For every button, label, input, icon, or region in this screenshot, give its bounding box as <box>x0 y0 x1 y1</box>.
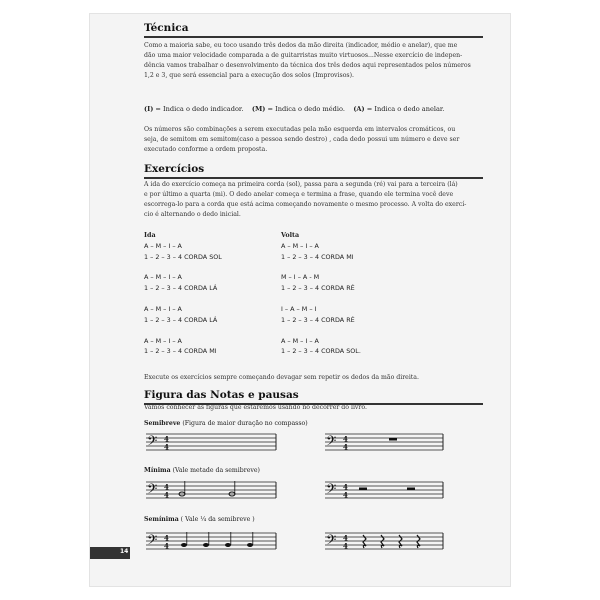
time-signature-top: 4 <box>164 434 169 444</box>
svg-text:4: 4 <box>343 533 348 543</box>
quarter-note-icon <box>181 532 187 547</box>
semibreve-rest-staff <box>323 430 447 456</box>
bass-clef-icon: 𝄢 <box>147 532 158 551</box>
seminima-label: Semínima ( Vale ¼ da semibreve ) <box>144 516 255 523</box>
svg-text:4: 4 <box>343 541 348 551</box>
half-rest-icon <box>407 488 415 491</box>
section-title-tecnica: Técnica <box>144 22 189 34</box>
seminima-note-staff <box>144 529 279 555</box>
bass-clef-icon: 𝄢 <box>326 433 337 452</box>
semibreve-note-staff <box>144 430 279 456</box>
tecnica-paragraph-2: Os números são combinações a serem executadas pela mão esquerda em intervalos cromáticos, ou seja, de semitom em semitom(caso a pessoa sendo destro) , cada dedo possui um número e deve ser executado conforme a ordem proposta. <box>144 126 460 153</box>
semibreve-label: Semibreve (Figura de maior duração no compasso) <box>144 420 308 427</box>
page-number: 14 <box>120 548 129 555</box>
bass-clef-icon: 𝄢 <box>147 481 158 500</box>
ida-column <box>144 230 222 367</box>
finger-legend: (I) = Indica o dedo indicador. (M) = Indica o dedo médio. (A) = Indica o dedo anelar. <box>144 105 445 113</box>
minima-note-staff <box>144 478 279 504</box>
section-rule <box>144 177 483 179</box>
quarter-note-icon <box>203 532 209 547</box>
quarter-note-icon <box>225 532 231 547</box>
svg-text:4: 4 <box>343 490 348 500</box>
exercise-item: A – M – I – A 1 – 2 – 3 – 4 CORDA MI <box>281 241 354 261</box>
svg-text:4: 4 <box>343 442 348 452</box>
svg-text:4: 4 <box>164 482 169 492</box>
bass-clef-icon: 𝄢 <box>326 532 337 551</box>
half-rest-icon <box>359 488 367 491</box>
bass-clef-icon: 𝄢 <box>147 433 158 452</box>
bass-clef-icon: 𝄢 <box>326 481 337 500</box>
exercicios-paragraph: A ida do exercício começa na primeira corda (sol), passa para a segunda (ré) vai para a terceira (lá) e por último a quarta (mi). O dedo anelar começa e termina a frase, quando ele termina você deve escorrega-lo para a corda que está acima começando novamente o mesmo processo. A volta do exercí- cio é alternando o dedo inicial. <box>144 181 467 218</box>
section-rule <box>144 36 483 38</box>
volta-column <box>281 230 361 367</box>
svg-text:4: 4 <box>164 490 169 500</box>
svg-text:4: 4 <box>164 541 169 551</box>
section-title-exercicios: Exercícios <box>144 163 205 175</box>
svg-text:4: 4 <box>343 482 348 492</box>
exercise-item: I – A – M – I 1 – 2 – 3 – 4 CORDA RÉ <box>281 304 355 324</box>
exercise-item: M – I – A - M 1 – 2 – 3 – 4 CORDA RÉ <box>281 273 355 293</box>
ida-header: Ida <box>144 231 156 239</box>
svg-text:4: 4 <box>343 434 348 444</box>
figuras-intro: Vamos conhecer as figuras que estaremos usando no decorrer do livro. <box>144 404 367 411</box>
exercise-item: A – M – I – A 1 – 2 – 3 – 4 CORDA LÁ <box>144 273 218 293</box>
svg-text:4: 4 <box>164 533 169 543</box>
time-signature-bottom: 4 <box>164 442 169 452</box>
quarter-note-icon <box>247 532 253 547</box>
exercise-item: A – M – I – A 1 – 2 – 3 – 4 CORDA SOL. <box>281 336 361 356</box>
minima-rest-staff <box>323 478 447 504</box>
minima-label: Mínima (Vale metade da semibreve) <box>144 467 260 474</box>
exercise-item: A – M – I – A 1 – 2 – 3 – 4 CORDA MI <box>144 336 217 356</box>
section-title-figuras: Figura das Notas e pausas <box>144 389 299 401</box>
exercise-item: A – M – I – A 1 – 2 – 3 – 4 CORDA LÁ <box>144 304 218 324</box>
volta-header: Volta <box>281 231 300 239</box>
tecnica-paragraph: Como a maioria sabe, eu toco usando três dedos da mão direita (indicador, médio e anelar), que me dão uma maior velocidade comparada a de guitarristas muito virtuosos...Nesse exercício de indepen- dência vamos trabalhar o desenvolvimento da técnica dos três dedos aqui representados pelos números 1,2 e 3, que será essencial para a execução dos solos (Improvisos). <box>144 42 471 79</box>
whole-rest-icon <box>389 438 397 441</box>
exercicios-closing: Execute os exercícios sempre começando devagar sem repetir os dedos da mão direita. <box>144 374 419 381</box>
exercise-item: A – M – I – A 1 – 2 – 3 – 4 CORDA SOL <box>144 241 222 261</box>
seminima-rest-staff <box>323 529 447 555</box>
